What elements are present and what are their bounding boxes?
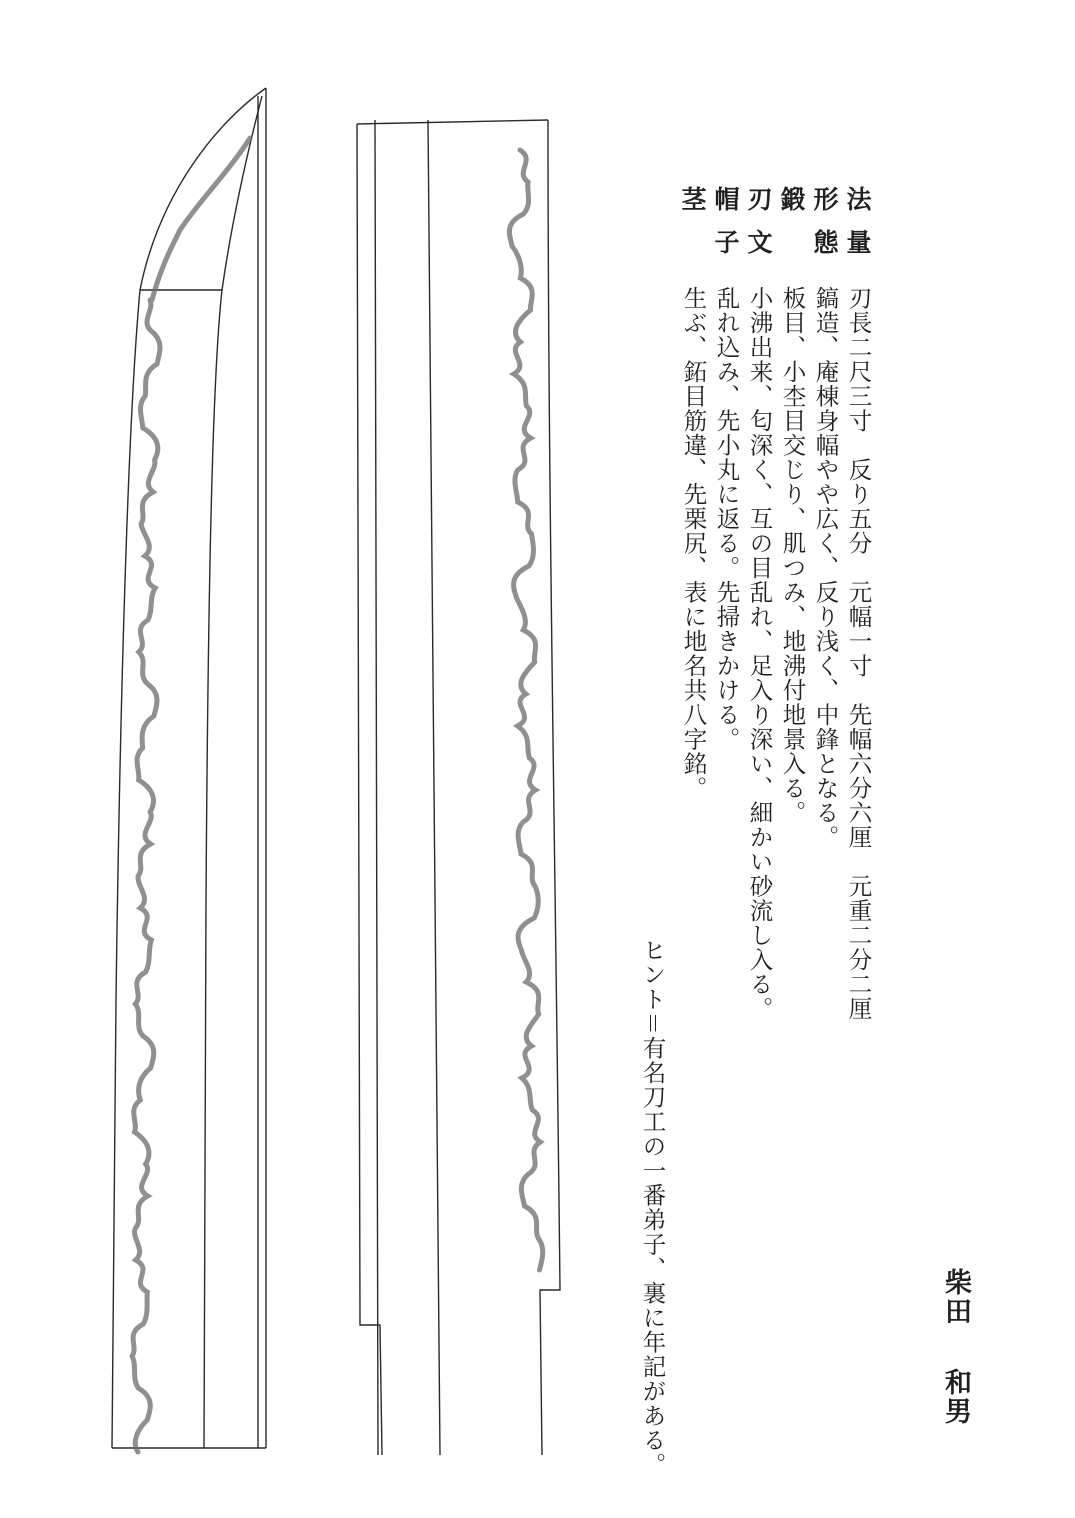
left-blade-outline bbox=[112, 88, 266, 1448]
spec-label-kitae: 鍛 bbox=[777, 186, 806, 229]
hamon-pattern bbox=[132, 138, 543, 1452]
spec-label-hamon: 刃文 bbox=[744, 186, 773, 272]
spec-label-keitai: 形態 bbox=[810, 186, 839, 272]
spec-text-boushi: 乱れ込み、先小丸に返る。先掃きかける。 bbox=[712, 286, 741, 752]
spec-text-houryou: 刃長二尺三寸 反り五分 元幅一寸 先幅六分六厘 元重二分二厘 bbox=[844, 286, 873, 1021]
author-family-name: 柴田 bbox=[940, 1268, 971, 1326]
author-given-name: 和男 bbox=[940, 1368, 971, 1426]
spec-text-keitai: 鎬造、庵棟身幅やや広く、反り浅く、中鋒となる。 bbox=[811, 286, 840, 850]
right-blade-ridge-line bbox=[428, 120, 440, 1455]
spec-text-kitae: 板目、小杢目交じり、肌つみ、地沸付地景入る。 bbox=[778, 286, 807, 825]
hint-text: ヒント＝有名刀工の一番弟子、裏に年記がある。 bbox=[638, 938, 667, 1477]
left-blade-ko-shinogi bbox=[222, 96, 262, 290]
spec-label-boushi: 帽子 bbox=[711, 186, 740, 272]
hamon-boushi-curve bbox=[152, 138, 250, 300]
right-blade-shinogi-line bbox=[375, 120, 378, 1455]
spec-text-nakago: 生ぶ、鉐目筋違、先栗尻、表に地名共八字銘。 bbox=[679, 286, 708, 801]
author-name bbox=[942, 1268, 969, 1426]
spec-label-nakago: 茎 bbox=[678, 186, 707, 229]
spec-text-hamon: 小沸出来、匂深く、互の目乱れ、足入り深い、細かい砂流し入る。 bbox=[745, 286, 774, 1021]
spec-label-houryou: 法量 bbox=[843, 186, 872, 272]
